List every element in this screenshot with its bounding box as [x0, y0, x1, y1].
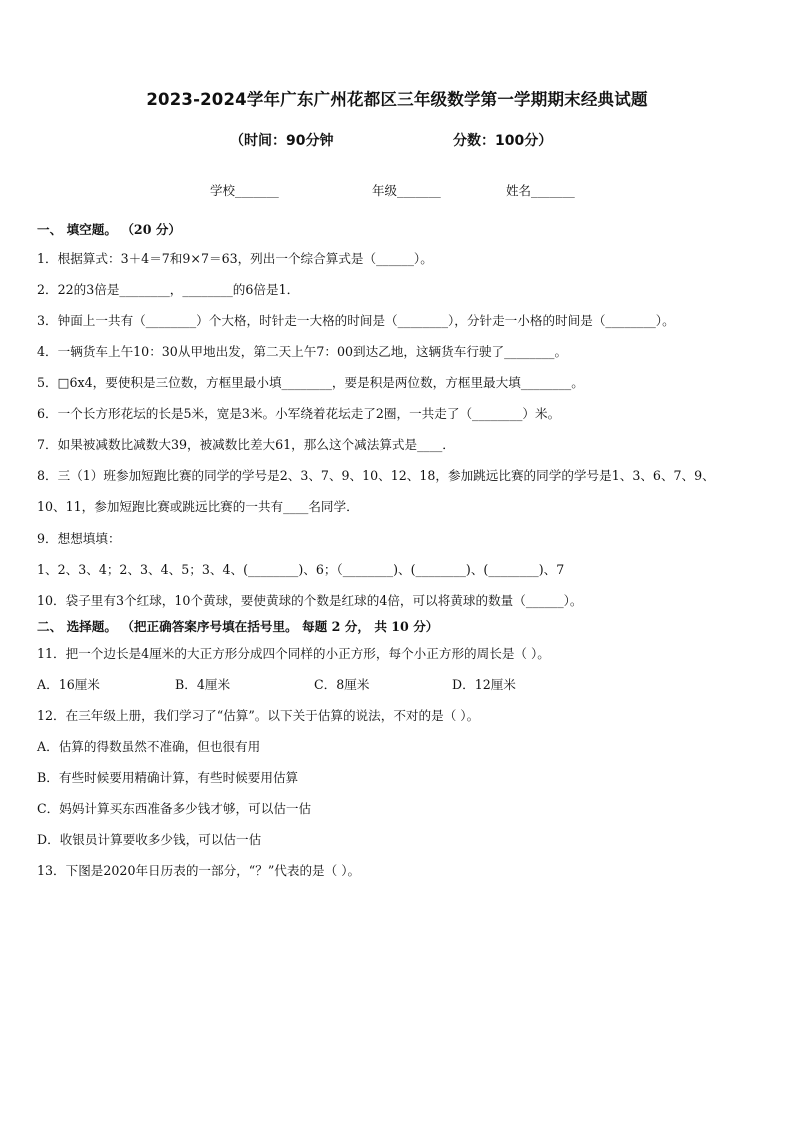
question-11: 11．把一个边长是4厘米的大正方形分成四个同样的小正方形，每个小正方形的周长是（ ）。: [37, 646, 550, 661]
question-11-option-d: D．12厘米: [452, 677, 516, 692]
school-field: 学校_______: [210, 183, 279, 198]
question-9-sequence: 1、2、3、4；2、3、4、5；3、4、(________)、6；（________)、(________)、(________)、7: [37, 562, 565, 577]
question-11-option-c: C．8厘米: [314, 677, 370, 692]
question-12-option-c: C．妈妈计算买东西准备多少钱才够，可以估一估: [37, 801, 312, 816]
question-12-option-b: B．有些时候要用精确计算，有些时候要用估算: [37, 770, 299, 785]
grade-field: 年级_______: [372, 183, 441, 198]
question-6: 6．一个长方形花坛的长是5米，宽是3米。小军绕着花坛走了2圈，一共走了（________）米。: [37, 406, 561, 421]
question-2: 2．22的3倍是________，________的6倍是1．: [37, 282, 300, 297]
question-12-option-d: D．收银员计算要收多少钱，可以估一估: [37, 832, 262, 847]
question-7: 7．如果被减数比减数大39，被减数比差大61，那么这个减法算式是____．: [37, 437, 455, 452]
question-11-option-b: B．4厘米: [175, 677, 231, 692]
question-8-line-2: 10、11，参加短跑比赛或跳远比赛的一共有____名同学．: [37, 499, 359, 514]
question-3: 3．钟面上一共有（________）个大格，时针走一大格的时间是（________），分针走一小格的时间是（________）。: [37, 313, 675, 328]
exam-score: 分数：100分）: [453, 133, 553, 149]
exam-time: （时间：90分钟: [230, 133, 334, 149]
question-5: 5．□6x4，要使积是三位数，方框里最小填________，要是积是两位数，方框里最大填________。: [37, 375, 584, 390]
question-12-option-a: A．估算的得数虽然不准确，但也很有用: [37, 739, 261, 754]
question-12: 12．在三年级上册，我们学习了“估算”。以下关于估算的说法，不对的是（ ）。: [37, 708, 480, 723]
page-title: 2023-2024学年广东广州花都区三年级数学第一学期期末经典试题: [146, 90, 648, 109]
question-11-option-a: A．16厘米: [37, 677, 100, 692]
section-2-heading: 二、 选择题。 （把正确答案序号填在括号里。 每题 2 分， 共 10 分）: [37, 619, 439, 634]
question-4: 4．一辆货车上午10：30从甲地出发，第二天上午7：00到达乙地，这辆货车行驶了________。: [37, 344, 568, 359]
question-13: 13．下图是2020年日历表的一部分，“？”代表的是（ ）。: [37, 863, 361, 878]
question-10: 10．袋子里有3个红球，10个黄球，要使黄球的个数是红球的4倍，可以将黄球的数量（______）。: [37, 593, 583, 608]
question-1: 1．根据算式：3＋4＝7和9×7＝63，列出一个综合算式是（______）。: [37, 251, 433, 266]
section-1-heading: 一、 填空题。 （20 分）: [37, 222, 182, 237]
name-field: 姓名_______: [506, 183, 575, 198]
question-9: 9．想想填填：: [37, 531, 121, 546]
question-8-line-1: 8．三（1）班参加短跑比赛的同学的学号是2、3、7、9、10、12、18，参加跳远比赛的同学的学号是1、3、6、7、9、: [37, 468, 715, 483]
